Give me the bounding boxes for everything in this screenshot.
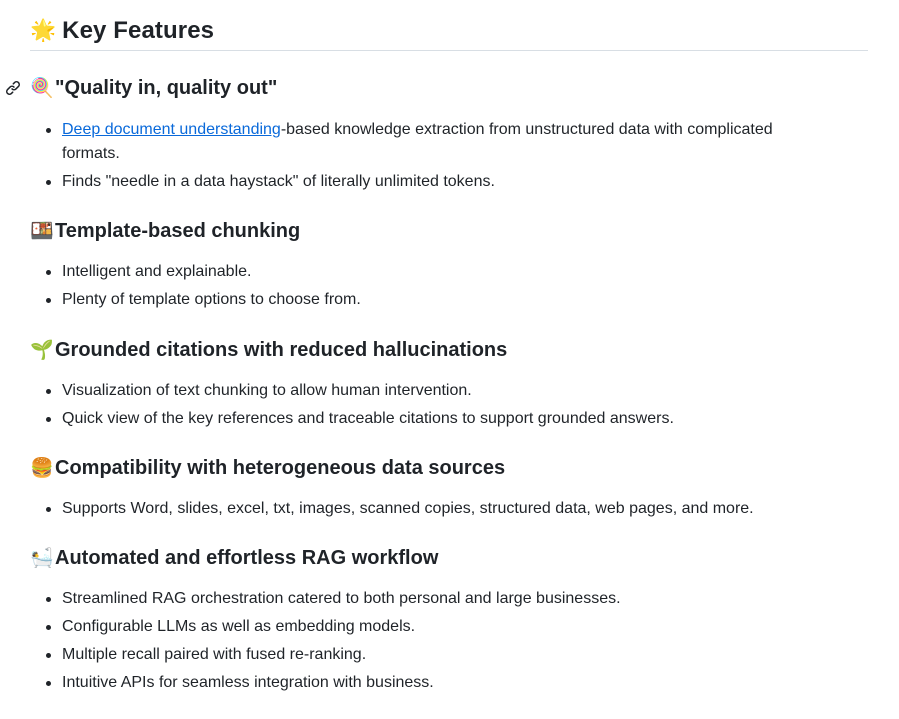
- bento-box-icon: 🍱: [30, 221, 54, 242]
- list-item-text: Plenty of template options to choose from.: [62, 291, 361, 308]
- bullet-icon: [46, 389, 51, 394]
- bullet-icon: [46, 128, 51, 133]
- lollipop-icon: 🍭: [30, 78, 54, 99]
- bullet-icon: [46, 681, 51, 686]
- bullet-icon: [46, 625, 51, 630]
- section-template-heading: [30, 218, 300, 244]
- section-compatibility-list: [0, 497, 822, 525]
- bullet-icon: [46, 270, 51, 275]
- list-item-text: Multiple recall paired with fused re-ranking.: [62, 646, 367, 663]
- list-item: [0, 587, 822, 611]
- section-title: Automated and effortless RAG workflow: [55, 546, 439, 569]
- list-item: [0, 671, 822, 695]
- bathtub-icon: 🛀: [30, 548, 54, 569]
- glowing-star-icon: 🌟: [30, 19, 57, 42]
- list-item-text: Finds "needle in a data haystack" of literally unlimited tokens.: [62, 173, 495, 190]
- list-item-text: -based knowledge extraction from unstructured data with complicated formats.: [62, 121, 773, 162]
- bullet-icon: [46, 298, 51, 303]
- section-template-list: [0, 260, 822, 316]
- list-item: [0, 170, 822, 194]
- list-item: [0, 497, 822, 521]
- section-rag-workflow-heading: [30, 545, 438, 571]
- section-grounded-heading: [30, 337, 507, 363]
- section-grounded-list: [0, 379, 822, 435]
- deep-document-understanding-link[interactable]: Deep document understanding: [62, 121, 281, 138]
- list-item: [0, 615, 822, 639]
- bullet-icon: [46, 507, 51, 512]
- list-item-text: Visualization of text chunking to allow human intervention.: [62, 382, 472, 399]
- list-item-text: Supports Word, slides, excel, txt, images, scanned copies, structured data, web pages, and more.: [62, 500, 754, 517]
- list-item: [0, 379, 822, 403]
- section-title: Template-based chunking: [55, 219, 301, 242]
- list-item: [0, 643, 822, 667]
- bullet-icon: [46, 597, 51, 602]
- list-item: [0, 118, 822, 166]
- section-quality-heading: [30, 75, 277, 101]
- list-item: [0, 407, 822, 431]
- bullet-icon: [46, 180, 51, 185]
- section-title: "Quality in, quality out": [55, 76, 278, 99]
- list-item-text: Intelligent and explainable.: [62, 263, 252, 280]
- hamburger-icon: 🍔: [30, 458, 54, 479]
- heading-title: Key Features: [62, 17, 215, 44]
- section-rag-workflow-list: [0, 587, 822, 699]
- bullet-icon: [46, 653, 51, 658]
- list-item-text: Quick view of the key references and traceable citations to support grounded answers.: [62, 410, 674, 427]
- bullet-icon: [46, 417, 51, 422]
- section-title: Grounded citations with reduced hallucinations: [55, 338, 508, 361]
- section-compatibility-heading: [30, 455, 505, 481]
- link-anchor-icon[interactable]: [5, 80, 21, 96]
- section-title: Compatibility with heterogeneous data sources: [55, 456, 506, 479]
- list-item: [0, 260, 822, 284]
- list-item-text: Intuitive APIs for seamless integration with business.: [62, 674, 434, 691]
- list-item-text: Configurable LLMs as well as embedding models.: [62, 618, 416, 635]
- list-item-text: Streamlined RAG orchestration catered to both personal and large businesses.: [62, 590, 621, 607]
- list-item: [0, 288, 822, 312]
- key-features-heading: [30, 12, 868, 51]
- seedling-icon: 🌱: [30, 340, 54, 361]
- section-quality-list: [0, 118, 822, 198]
